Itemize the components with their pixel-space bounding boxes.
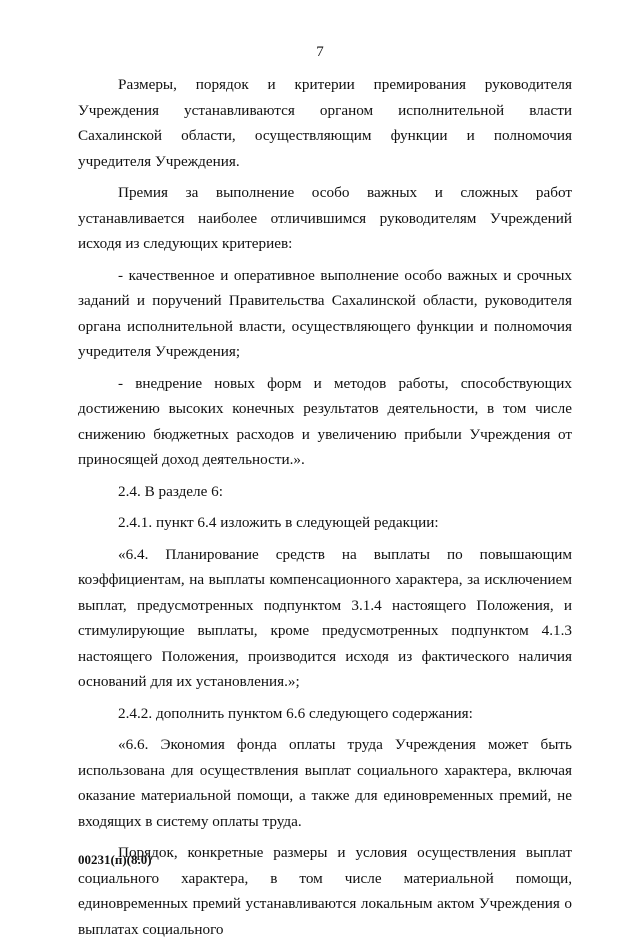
document-code: 00231(п)(8.0) <box>78 852 152 867</box>
paragraph-bonus-special-works: Премия за выполнение особо важных и сложных работ устанавливается наиболее отличившимся руководителям Учреждений исходя из следующих критериев: <box>78 184 572 252</box>
paragraph-bonus-criteria-authority: Размеры, порядок и критерии премирования руководителя Учреждения устанавливаются органом исполнительной власти Сахалинской области, осуществляющим функции и полномочия учредителя Учреждения. <box>78 76 572 170</box>
paragraph-item-2-4-2: 2.4.2. дополнить пунктом 6.6 следующего содержания: <box>118 704 473 722</box>
paragraph-clause-6-4: «6.4. Планирование средств на выплаты по повышающим коэффициентам, на выплаты компенсационного характера, за исключением выплат, предусмотренных подпунктом 3.1.4 настоящего Положения, и стимулирующие выплаты, кроме предусмотренных подпунктом 4.1.3 настоящего Положения, производится исходя из фактического наличия оснований для их установления.»; <box>78 545 572 690</box>
document-body <box>78 72 572 942</box>
paragraph-criterion-new-methods: - внедрение новых форм и методов работы, способствующих достижению высоких конечных результатов деятельности, в том числе снижению бюджетных расходов и увеличению прибыли Учреждения от приносящей доход деятельности.». <box>78 374 572 468</box>
page-number: 7 <box>316 44 324 60</box>
paragraph-social-payments-order: Порядок, конкретные размеры и условия осуществления выплат социального характера, в том числе материальной помощи, единовременных премий устанавливаются локальным актом Учреждения о выплатах социального <box>78 844 572 938</box>
paragraph-clause-6-6: «6.6. Экономия фонда оплаты труда Учреждения может быть использована для осуществления выплат социального характера, включая оказание материальной помощи, а также для единовременных премий, не входящих в систему оплаты труда. <box>78 736 572 830</box>
paragraph-section-2-4: 2.4. В разделе 6: <box>118 482 223 500</box>
paragraph-item-2-4-1: 2.4.1. пункт 6.4 изложить в следующей редакции: <box>118 514 439 531</box>
paragraph-criterion-tasks: - качественное и оперативное выполнение особо важных и срочных заданий и поручений Правительства Сахалинской области, руководителя органа исполнительной власти, осуществляющего функции и полномочия учредителя Учреждения; <box>78 266 572 360</box>
